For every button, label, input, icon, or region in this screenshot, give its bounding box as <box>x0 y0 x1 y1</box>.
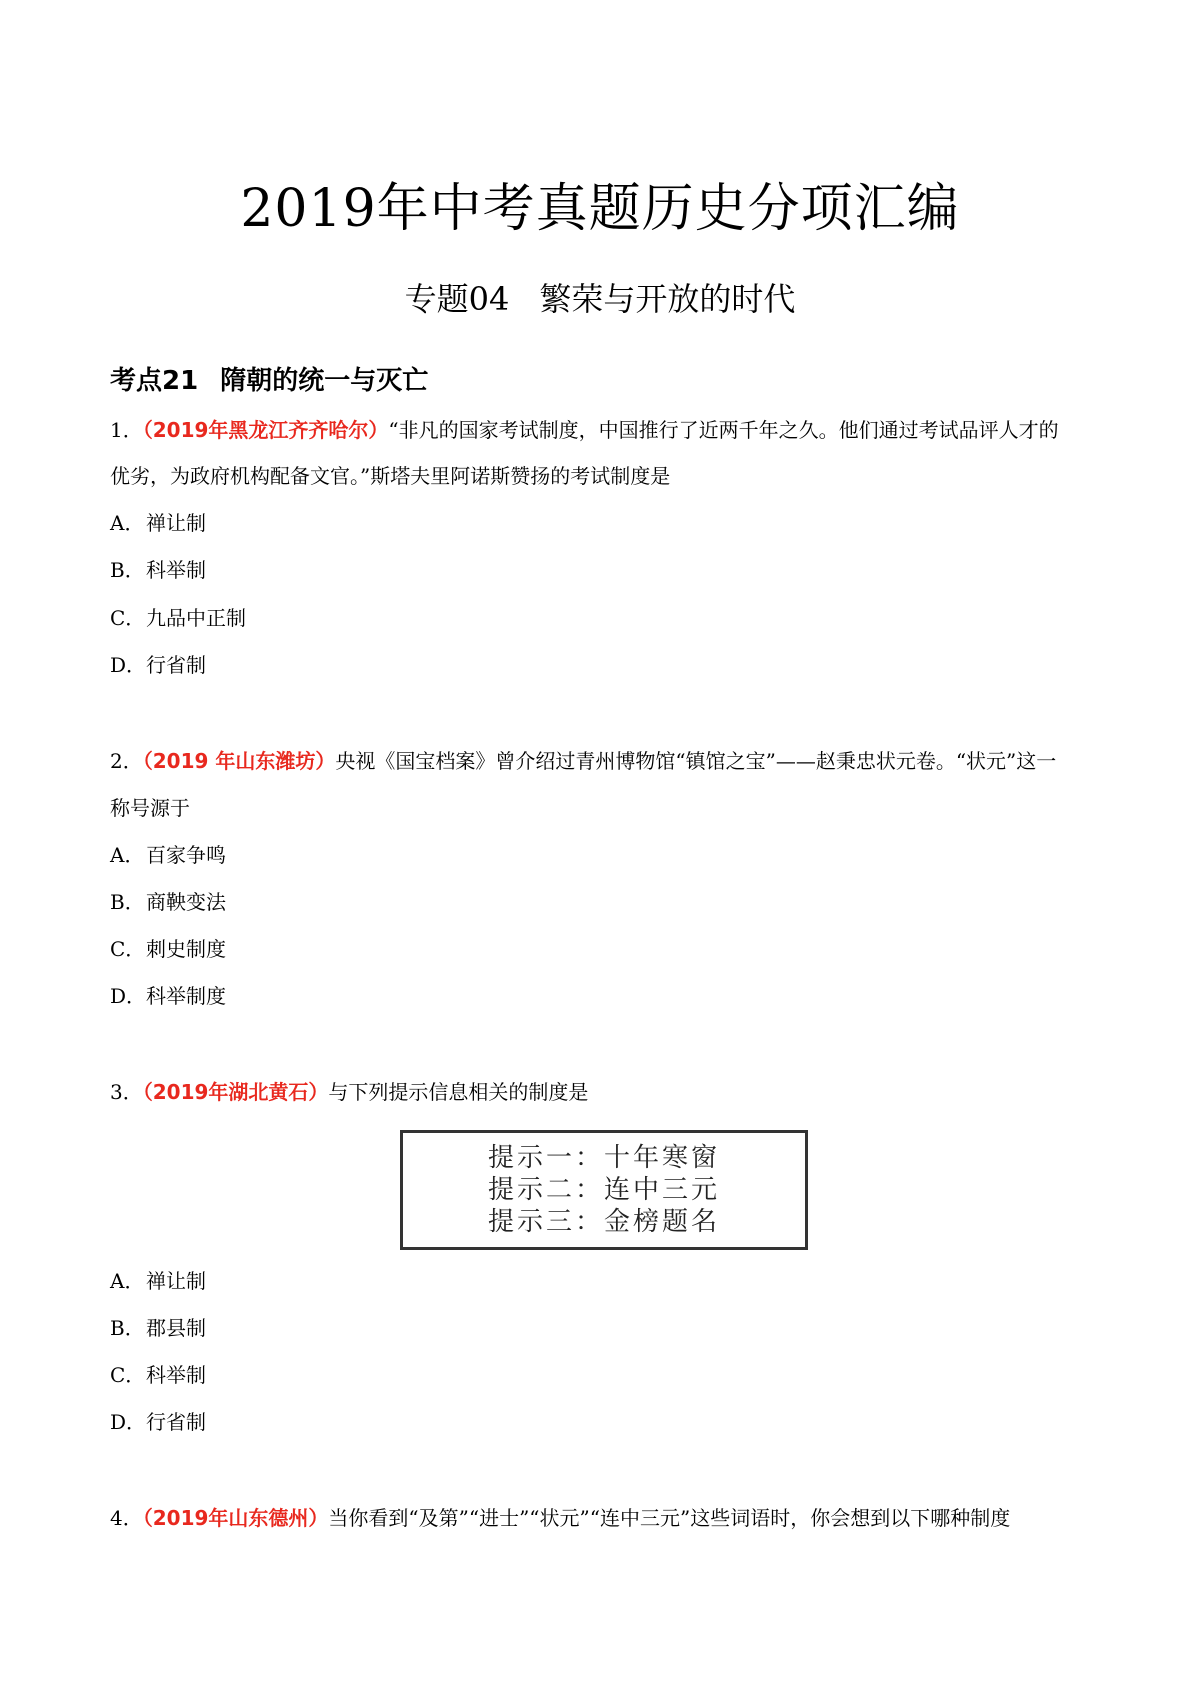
question-2-option-b <box>110 887 226 917</box>
question-source: （2019年黑龙江齐齐哈尔） <box>142 418 389 442</box>
option-text: 科举制 <box>146 1363 206 1387</box>
option-text: 科举制度 <box>146 984 226 1008</box>
question-text: 与下列提示信息相关的制度是 <box>328 1080 589 1104</box>
topic-number: 专题04 <box>404 280 510 318</box>
option-label: D． <box>110 984 147 1008</box>
question-1-option-c <box>110 603 246 633</box>
option-text: 刺史制度 <box>146 937 226 961</box>
hint-line-3: 提示三：金榜题名 <box>487 1207 720 1237</box>
topic-subtitle <box>0 276 1200 322</box>
option-text: 商鞅变法 <box>146 890 226 914</box>
option-label: D． <box>110 653 147 677</box>
question-1-option-d <box>110 650 206 680</box>
option-text: 行省制 <box>146 653 206 677</box>
option-label: D． <box>110 1410 147 1434</box>
question-number: 4． <box>110 1506 143 1530</box>
question-text: 当你看到“及第”“进士”“状元”“连中三元”这些词语时，你会想到以下哪种制度 <box>328 1506 1011 1530</box>
question-3-option-d <box>110 1407 206 1437</box>
page-title: 2019年中考真题历史分项汇编 <box>240 179 960 239</box>
option-label: C． <box>110 606 146 630</box>
topic-name: 繁荣与开放的时代 <box>539 280 796 318</box>
hint-box <box>400 1130 808 1250</box>
question-text: 央视《国宝档案》曾介绍过青州博物馆“镇馆之宝”——赵秉忠状元卷。“状元”这一 <box>335 749 1057 773</box>
option-label: A． <box>110 843 145 867</box>
question-3-option-b <box>110 1313 206 1343</box>
option-label: A． <box>110 1269 145 1293</box>
question-3-line-1 <box>110 1077 588 1107</box>
question-3-option-a <box>110 1266 206 1296</box>
question-4-line-1 <box>110 1503 1010 1533</box>
question-source: （2019年山东德州） <box>142 1506 329 1530</box>
question-3-option-c <box>110 1360 206 1390</box>
option-text: 科举制 <box>146 558 206 582</box>
question-source: （2019年湖北黄石） <box>142 1080 329 1104</box>
question-1-option-a <box>110 508 206 538</box>
option-text: 百家争鸣 <box>146 843 226 867</box>
hint-line-1: 提示一：十年寒窗 <box>487 1143 720 1173</box>
section-heading <box>110 362 428 400</box>
question-text: “非凡的国家考试制度，中国推行了近两千年之久。他们通过考试品评人才的 <box>388 418 1059 442</box>
question-number: 1． <box>110 418 143 442</box>
option-text: 行省制 <box>146 1410 206 1434</box>
option-text: 郡县制 <box>146 1316 206 1340</box>
question-1-line-1 <box>110 415 1059 445</box>
option-text: 禅让制 <box>146 1269 206 1293</box>
option-label: A． <box>110 511 145 535</box>
question-2-line-2: 称号源于 <box>110 796 190 820</box>
question-2-option-d <box>110 981 226 1011</box>
hint-line-2: 提示二：连中三元 <box>487 1175 720 1205</box>
question-2-option-c <box>110 934 226 964</box>
section-number: 考点21 <box>110 366 199 396</box>
option-label: C． <box>110 937 146 961</box>
option-text: 九品中正制 <box>146 606 246 630</box>
question-2-option-a <box>110 840 226 870</box>
option-label: B． <box>110 890 145 914</box>
question-1-option-b <box>110 555 206 585</box>
question-number: 2． <box>110 749 143 773</box>
question-1-line-2: 优劣，为政府机构配备文官。”斯塔夫里阿诺斯赞扬的考试制度是 <box>110 464 671 488</box>
section-name: 隋朝的统一与灭亡 <box>220 366 429 396</box>
question-source: （2019 年山东潍坊） <box>142 749 336 773</box>
option-label: C． <box>110 1363 146 1387</box>
question-number: 3． <box>110 1080 143 1104</box>
option-label: B． <box>110 1316 145 1340</box>
option-label: B． <box>110 558 145 582</box>
question-2-line-1 <box>110 746 1056 776</box>
option-text: 禅让制 <box>146 511 206 535</box>
